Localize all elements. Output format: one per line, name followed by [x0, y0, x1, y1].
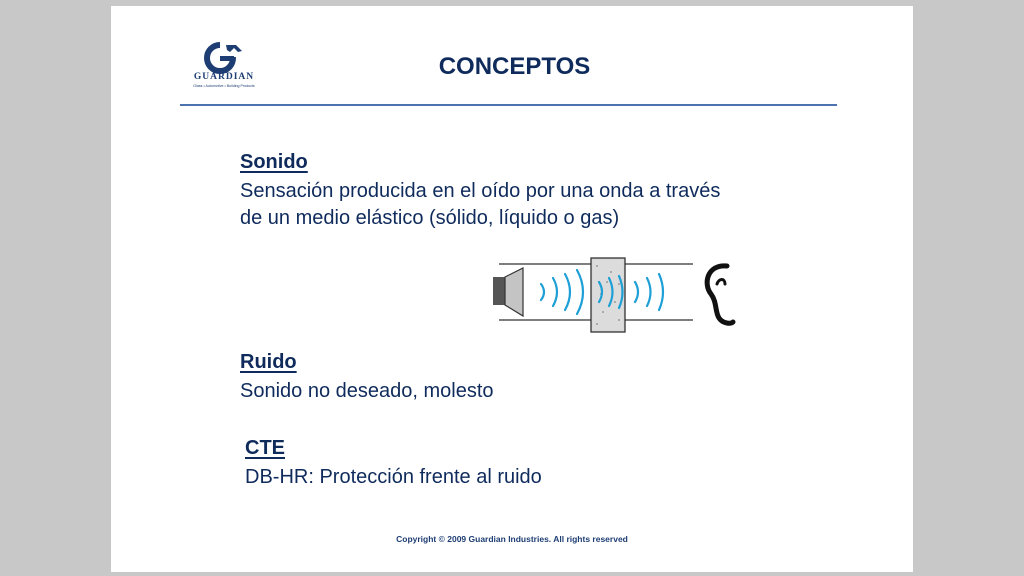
definition-line: de un medio elástico (sólido, líquido o gas) [240, 207, 620, 229]
title-divider [180, 104, 837, 106]
definition-line: Sensación producida en el oído por una onda a través [240, 180, 721, 202]
definition-line: DB-HR: Protección frente al ruido [245, 466, 542, 488]
logo-tagline: Glass • Automotive • Building Products [193, 84, 255, 88]
sound-diagram-svg [493, 254, 753, 338]
ear-icon [707, 266, 733, 323]
logo-wordmark: GUARDIAN [193, 72, 255, 82]
page-title: CONCEPTOS [438, 53, 591, 80]
sound-transmission-diagram [493, 254, 753, 343]
wall-icon [591, 258, 625, 332]
copyright-footer: Copyright © 2009 Guardian Industries. All rights reserved [396, 534, 628, 544]
definition-cte [245, 464, 542, 491]
heading-sonido: Sonido [240, 151, 308, 173]
definition-line: Sonido no deseado, molesto [240, 380, 494, 402]
speaker-icon [493, 268, 523, 316]
heading-ruido: Ruido [240, 351, 297, 373]
slide [111, 6, 913, 572]
definition-ruido [240, 378, 494, 405]
guardian-logo [184, 42, 264, 94]
definition-sonido [240, 178, 720, 232]
guardian-g-emblem-icon [198, 42, 250, 74]
heading-cte: CTE [245, 437, 285, 459]
